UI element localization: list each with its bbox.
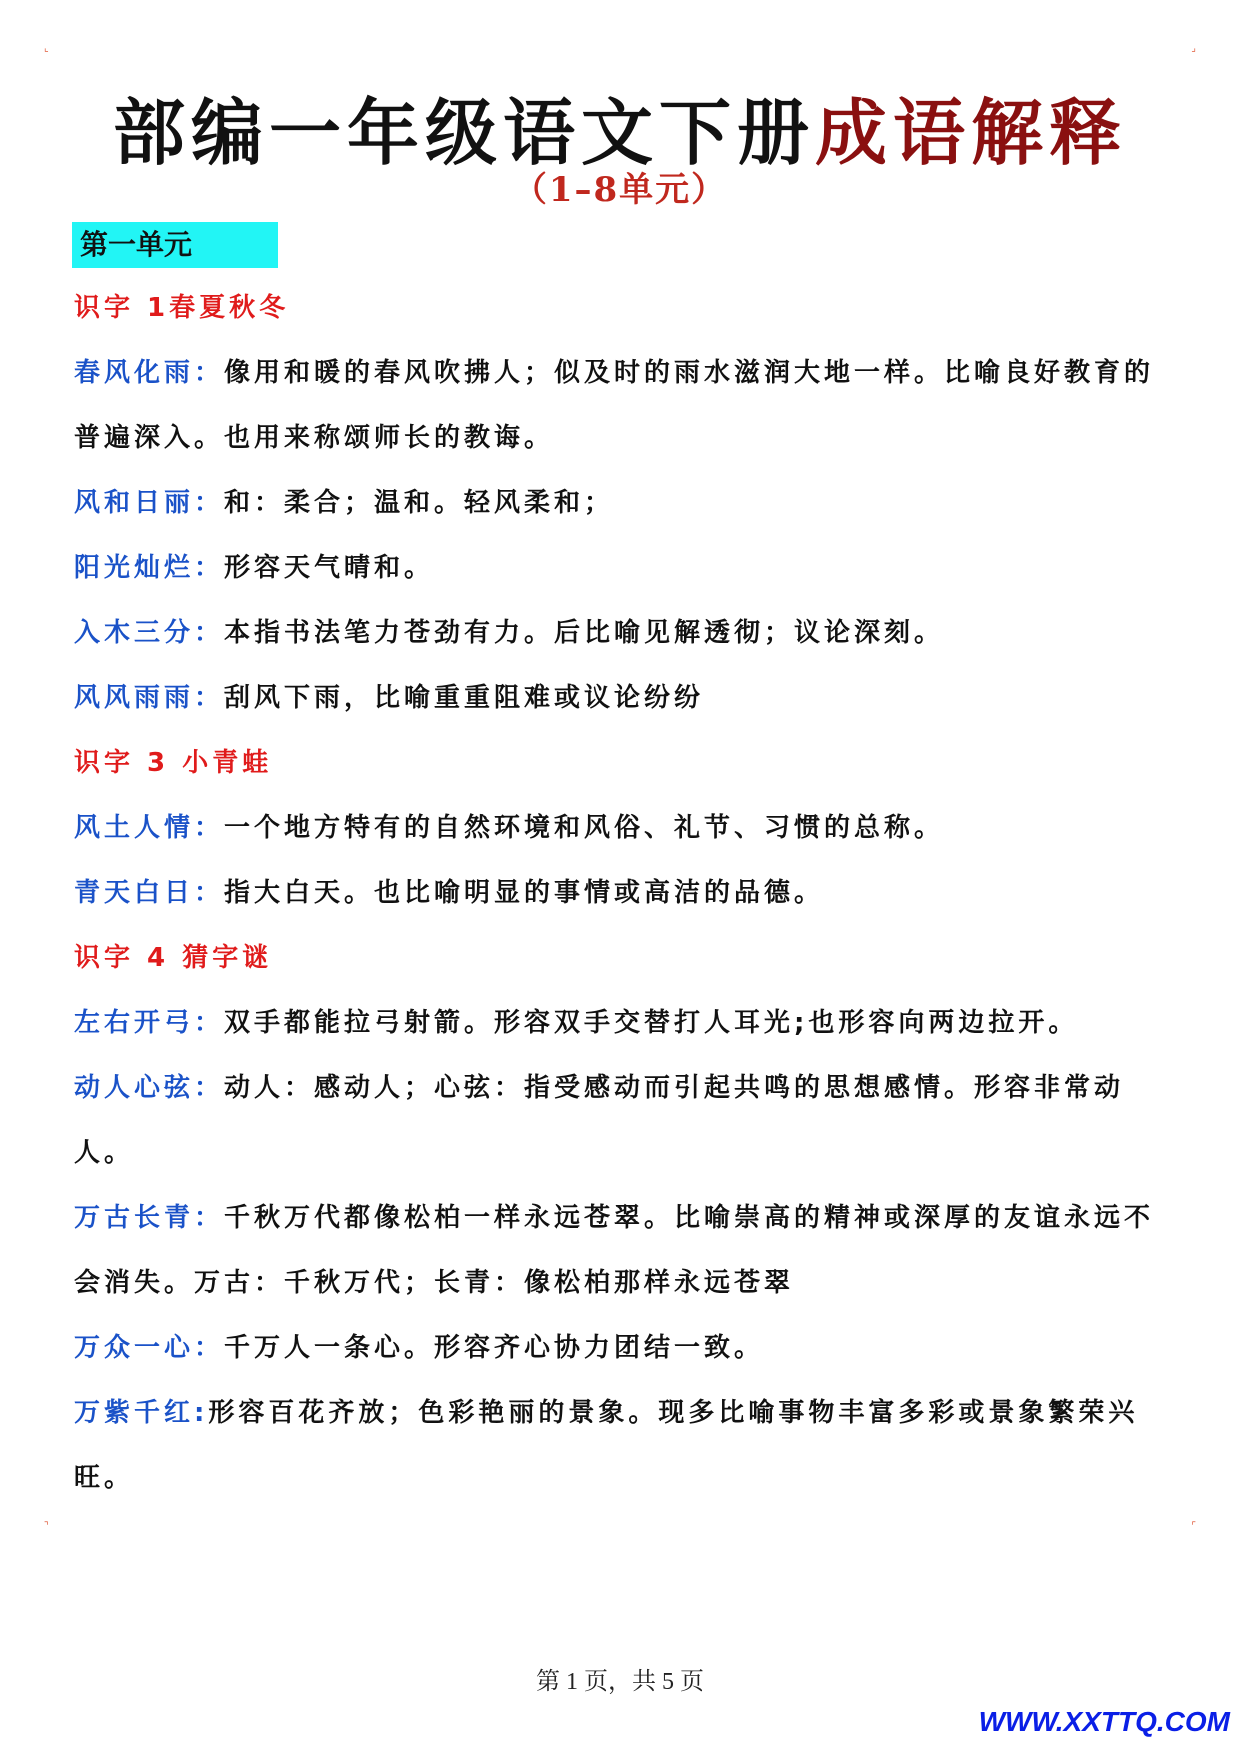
idiom-separator: : (194, 1398, 209, 1428)
idiom-separator: ： (194, 1073, 225, 1103)
idiom-term: 风风雨雨 (74, 683, 195, 713)
site-watermark: WWW.XXTTQ.COM (978, 1706, 1230, 1737)
lesson-heading: 识字 1春夏秋冬 (74, 293, 290, 323)
idiom-definition: 像用和暖的春风吹拂人；似及时的雨水滋润大地一样。比喻良好教育的普遍深入。也用来称颂师长的教诲。 (74, 358, 1155, 453)
idiom-definition: 一个地方特有的自然环境和风俗、礼节、习惯的总称。 (224, 813, 945, 843)
idiom-entry (74, 536, 1170, 601)
idiom-separator: ： (194, 618, 225, 648)
idiom-separator: ： (194, 1333, 225, 1363)
idiom-entry (74, 796, 1170, 861)
idiom-entry (74, 1056, 1170, 1186)
idiom-entry (74, 471, 1170, 536)
idiom-term: 春风化雨 (74, 358, 195, 388)
lesson-heading: 识字 4 猜字谜 (74, 943, 273, 973)
corner-mark-bottom-left: ⌝ (44, 1521, 49, 1532)
idiom-definition: 和：柔合；温和。轻风柔和； (224, 488, 615, 518)
page-title-highlight: 成语解释 (815, 91, 1128, 175)
idiom-separator: ： (194, 1203, 225, 1233)
idiom-term: 风土人情 (74, 813, 195, 843)
idiom-separator: ： (194, 358, 225, 388)
page-subtitle: （1–8单元） (512, 170, 728, 210)
idiom-term: 风和日丽 (74, 488, 195, 518)
idiom-definition: 千秋万代都像松柏一样永远苍翠。比喻崇高的精神或深厚的友谊永远不会消失。万古：千秋万代；长青：像松柏那样永远苍翠 (74, 1203, 1155, 1298)
idiom-entry (74, 861, 1170, 926)
idiom-definition: 双手都能拉弓射箭。形容双手交替打人耳光;也形容向两边拉开。 (224, 1008, 1079, 1038)
idiom-separator: ： (194, 878, 225, 908)
idiom-term: 青天白日 (74, 878, 195, 908)
idiom-definition: 千万人一条心。形容齐心协力团结一致。 (224, 1333, 765, 1363)
corner-mark-top-left: ⌞ (44, 43, 49, 54)
idiom-term: 阳光灿烂 (74, 553, 195, 583)
idiom-term: 万众一心 (74, 1333, 195, 1363)
idiom-term: 左右开弓 (74, 1008, 195, 1038)
idiom-definition: 动人：感动人；心弦：指受感动而引起共鸣的思想感情。形容非常动人。 (74, 1073, 1125, 1168)
idiom-entry (74, 1381, 1170, 1511)
idiom-term: 万紫千红 (74, 1398, 195, 1428)
page-title-main: 部编一年级语文下册 (112, 91, 815, 175)
idiom-separator: ： (194, 553, 225, 583)
page-title (0, 88, 1240, 178)
idiom-term: 万古长青 (74, 1203, 195, 1233)
corner-mark-bottom-right: ⌜ (1191, 1521, 1196, 1532)
idiom-separator: ： (194, 488, 225, 518)
idiom-definition: 刮风下雨，比喻重重阻难或议论纷纷 (224, 683, 705, 713)
idiom-list (74, 276, 1170, 1511)
idiom-entry (74, 1316, 1170, 1381)
idiom-definition: 形容百花齐放；色彩艳丽的景象。现多比喻事物丰富多彩或景象繁荣兴旺。 (74, 1398, 1139, 1493)
idiom-entry (74, 341, 1170, 471)
lesson-heading: 识字 3 小青蛙 (74, 748, 273, 778)
idiom-definition: 本指书法笔力苍劲有力。后比喻见解透彻；议论深刻。 (224, 618, 945, 648)
idiom-separator: ： (194, 683, 225, 713)
idiom-entry (74, 991, 1170, 1056)
idiom-term: 动人心弦 (74, 1073, 195, 1103)
corner-mark-top-right: ⌟ (1191, 43, 1196, 54)
idiom-definition: 形容天气晴和。 (224, 553, 435, 583)
idiom-entry (74, 666, 1170, 731)
unit-heading: 第一单元 (72, 222, 278, 268)
idiom-term: 入木三分 (74, 618, 195, 648)
idiom-separator: ： (194, 1008, 225, 1038)
page-footer: 第 1 页，共 5 页 (536, 1669, 704, 1695)
idiom-entry (74, 601, 1170, 666)
idiom-entry (74, 1186, 1170, 1316)
idiom-definition: 指大白天。也比喻明显的事情或高洁的品德。 (224, 878, 825, 908)
idiom-separator: ： (194, 813, 225, 843)
